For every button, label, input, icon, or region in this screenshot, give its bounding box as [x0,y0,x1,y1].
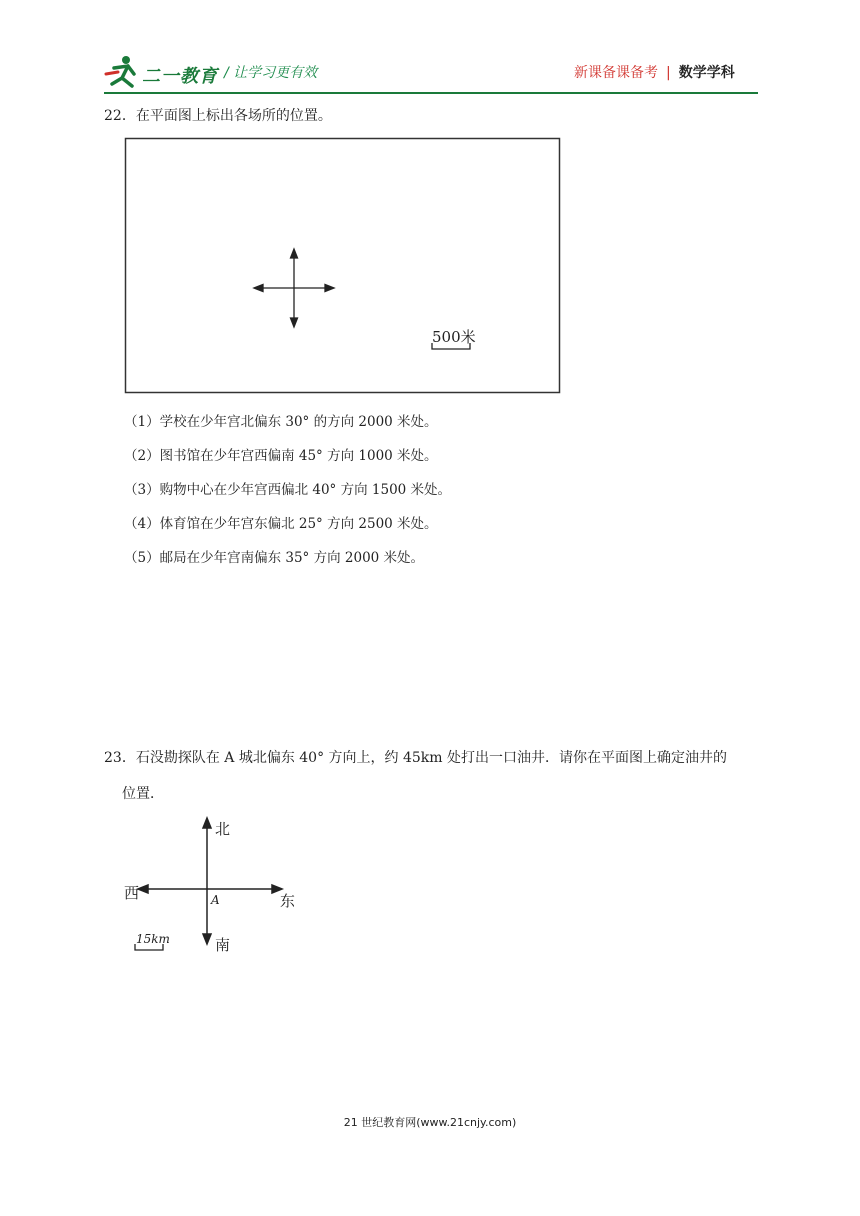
q23-origin-label: A [211,893,220,907]
header-separator: | [666,65,671,81]
runner-logo-icon [104,54,142,88]
q22-item-5: （5）邮局在少年宫南偏东 35° 方向 2000 米处。 [124,550,425,566]
footer: 21 世纪教育网(www.21cnjy.com) [343,1116,517,1129]
q22-title: 22．在平面图上标出各场所的位置。 [104,108,332,124]
q23-scale-label: 15km [136,932,170,946]
q23-west-label: 西 [124,884,140,902]
logo-text: 二一教育 [142,66,218,87]
q23-compass-diagram [118,812,318,962]
q22-item-1: （1）学校在少年宫北偏东 30° 的方向 2000 米处。 [124,414,438,430]
header-rule [104,92,758,94]
header-subject-label: 数学学科 [678,65,735,81]
header-right [574,62,735,82]
q22-item-2: （2）图书馆在少年宫西偏南 45° 方向 1000 米处。 [124,448,438,464]
q23-line-1: 23．石没勘探队在 A 城北偏东 40° 方向上，约 45km 处打出一口油井．请你在平面图上确定油井的 [104,750,728,766]
q22-scale-label: 500米 [432,328,476,346]
q22-map-box [124,137,562,395]
q23-east-label: 东 [280,892,296,910]
logo [104,54,234,88]
q23-line-2: 位置． [122,786,164,802]
q22-item-3: （3）购物中心在少年宫西偏北 40° 方向 1500 米处。 [124,482,452,498]
header-course-label: 新课备课备考 [574,65,658,81]
q23-south-label: 南 [215,936,231,954]
q23-compass-icon [138,818,282,944]
q23-north-label: 北 [215,820,231,838]
q22-item-4: （4）体育馆在少年宫东偏北 25° 方向 2500 米处。 [124,516,438,532]
slogan: / 让学习更有效 [224,65,318,81]
q22-compass-icon [254,249,334,327]
